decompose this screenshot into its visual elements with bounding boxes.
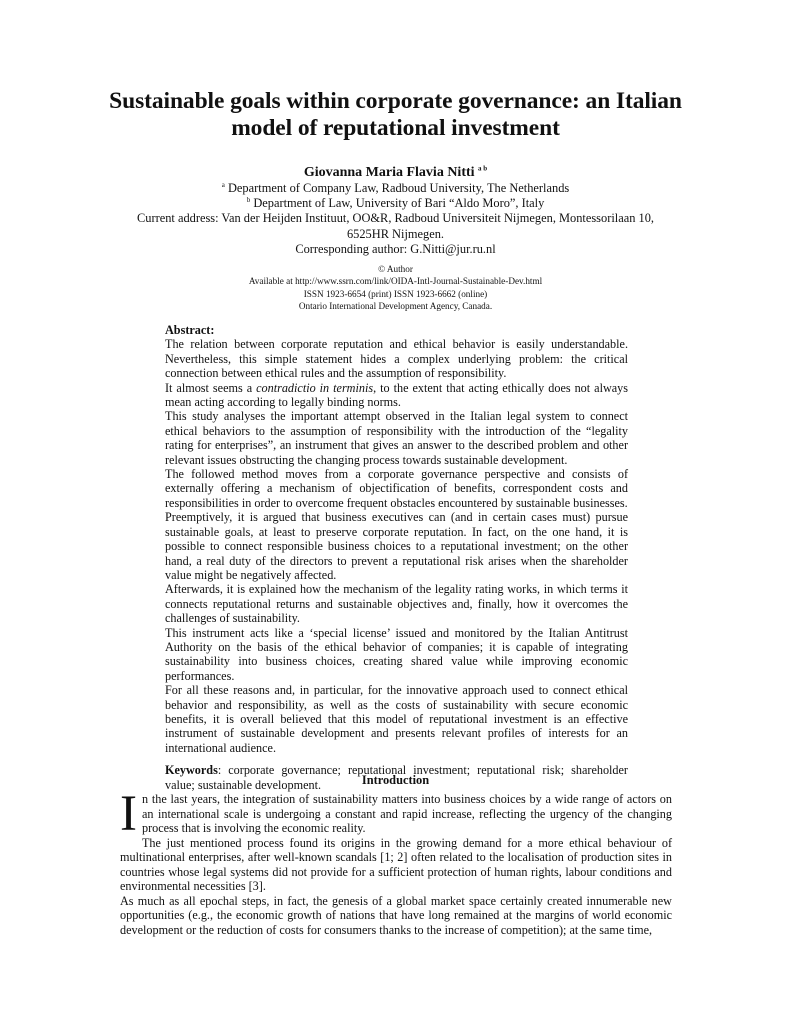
- abstract-paragraph: Preemptively, it is argued that business executives can (and in certain cases must) pursue sustainable goals, at least to preserve corporate reputation. In fact, on the one hand, it is possible to connect responsible business choices to a reputational investment; on the other hand, a real duty of the directors to prevent a reputational risk arises when the shareholder value might be negatively affected.: [165, 510, 628, 582]
- affiliation-a-mark: a: [221, 180, 225, 189]
- author-block: [100, 164, 691, 257]
- author-affiliation-marks: a b: [478, 164, 488, 173]
- current-address-line-1: Current address: Van der Heijden Instituut, OO&R, Radboud Universiteit Nijmegen, Montessorilaan 10,: [137, 211, 654, 226]
- current-address-line-2: 6525HR Nijmegen.: [346, 226, 445, 241]
- publisher: Ontario International Development Agency, Canada.: [298, 301, 493, 312]
- keywords-label: Keywords: [165, 763, 218, 778]
- intro-paragraph: The just mentioned process found its origins in the growing demand for a more ethical behaviour of multinational enterprises, after well-known scandals [1; 2] often related to the localisation of production sites in countries whose legal systems did not provide for a sufficient protection of human rights, labour conditions and environmental necessities [3].: [120, 835, 672, 893]
- intro-text: n the last years, the integration of sustainability matters into business choices by a wide range of actors on an international scale is undergoing a constant and rapid increase, reflecting the urgency of the changing process that is involving the economic reality.: [141, 792, 672, 835]
- abstract-section: [165, 323, 628, 792]
- abstract-text: It almost seems a: [165, 380, 257, 395]
- affiliation-b-text: Department of Law, University of Bari “Aldo Moro”, Italy: [253, 196, 545, 211]
- title-line-2: model of reputational investment: [231, 115, 560, 141]
- abstract-paragraph: [165, 381, 628, 410]
- introduction-heading: Introduction: [361, 773, 430, 787]
- affiliation-a-text: Department of Company Law, Radboud University, The Netherlands: [227, 181, 570, 195]
- affiliation-b: [100, 196, 691, 211]
- publication-meta: [100, 263, 691, 313]
- intro-paragraph: As much as all epochal steps, in fact, the genesis of a global market space certainly created innumerable new opportunities (e.g., the economic growth of nations that have long remained at the margins of world economic development or the reduction of costs for consumers thanks to the increase of competition); at the same time,: [120, 893, 672, 937]
- abstract-paragraph: This study analyses the important attempt observed in the Italian legal system to connect ethical behaviors to the assumption of responsibility with the introduction of the “legality rating for enterprises”, an instrument that gives an answer to the described problem and other relevant issues obstructing the changing process towards sustainable development.: [165, 409, 628, 467]
- copyright: © Author: [378, 264, 413, 274]
- paper-title: [100, 88, 691, 142]
- intro-paragraph: [120, 786, 672, 842]
- author-name: [100, 164, 691, 181]
- corresponding-author: Corresponding author: G.Nitti@jur.ru.nl: [295, 241, 496, 256]
- abstract-paragraph: For all these reasons and, in particular, for the innovative approach used to connect ethical behavior and responsibility, as well as the costs of sustainability with secure economic benefits, it is overall believed that this model of reputational investment is an effective instrument of sustainable development and presents relevant profiles of interests for an international audience.: [165, 683, 628, 755]
- abstract-text: , to the extent that acting ethically does not always mean acting according to legally binding norms.: [165, 380, 628, 410]
- introduction-section: [120, 786, 672, 937]
- keywords-text: : corporate governance; reputational investment; reputational risk; shareholder value; sustainable development.: [165, 763, 628, 792]
- abstract-paragraph: This instrument acts like a ‘special license’ issued and monitored by the Italian Antitrust Authority on the basis of the ethical behavior of companies; it is capable of integrating sustainability into business choices, creating shared value while improving economic performances.: [165, 625, 628, 683]
- issn: ISSN 1923-6654 (print) ISSN 1923-6662 (online): [303, 288, 488, 299]
- abstract-paragraph: Afterwards, it is explained how the mechanism of the legality rating works, in which terms it connects reputational returns and sustainable objectives and, finally, how it overcomes the challenges of sustainability.: [165, 582, 628, 626]
- title-line-1: Sustainable goals within corporate governance: an Italian: [109, 88, 682, 114]
- abstract-paragraph: The followed method moves from a corporate governance perspective and consists of externally offering a mechanism of objectification of benefits, correspondent costs and responsibilities in order to overcome frequent obstacles encountered by sustainable businesses.: [165, 467, 628, 510]
- drop-cap: I: [120, 786, 137, 842]
- author-name-text: Giovanna Maria Flavia Nitti: [303, 165, 475, 180]
- abstract-heading: Abstract:: [165, 323, 215, 337]
- abstract-paragraph: The relation between corporate reputation and ethical behavior is easily understandable. Nevertheless, this simple statement hides a complex underlying problem: the critical connection between ethical rules and the assumption of responsibility.: [165, 337, 628, 381]
- affiliation-b-mark: b: [246, 196, 251, 205]
- abstract-italic-phrase: contradictio in terminis: [256, 380, 374, 395]
- availability-link: Available at http://www.ssrn.com/link/OIDA-Intl-Journal-Sustainable-Dev.html: [248, 276, 543, 287]
- affiliation-a: [100, 181, 691, 196]
